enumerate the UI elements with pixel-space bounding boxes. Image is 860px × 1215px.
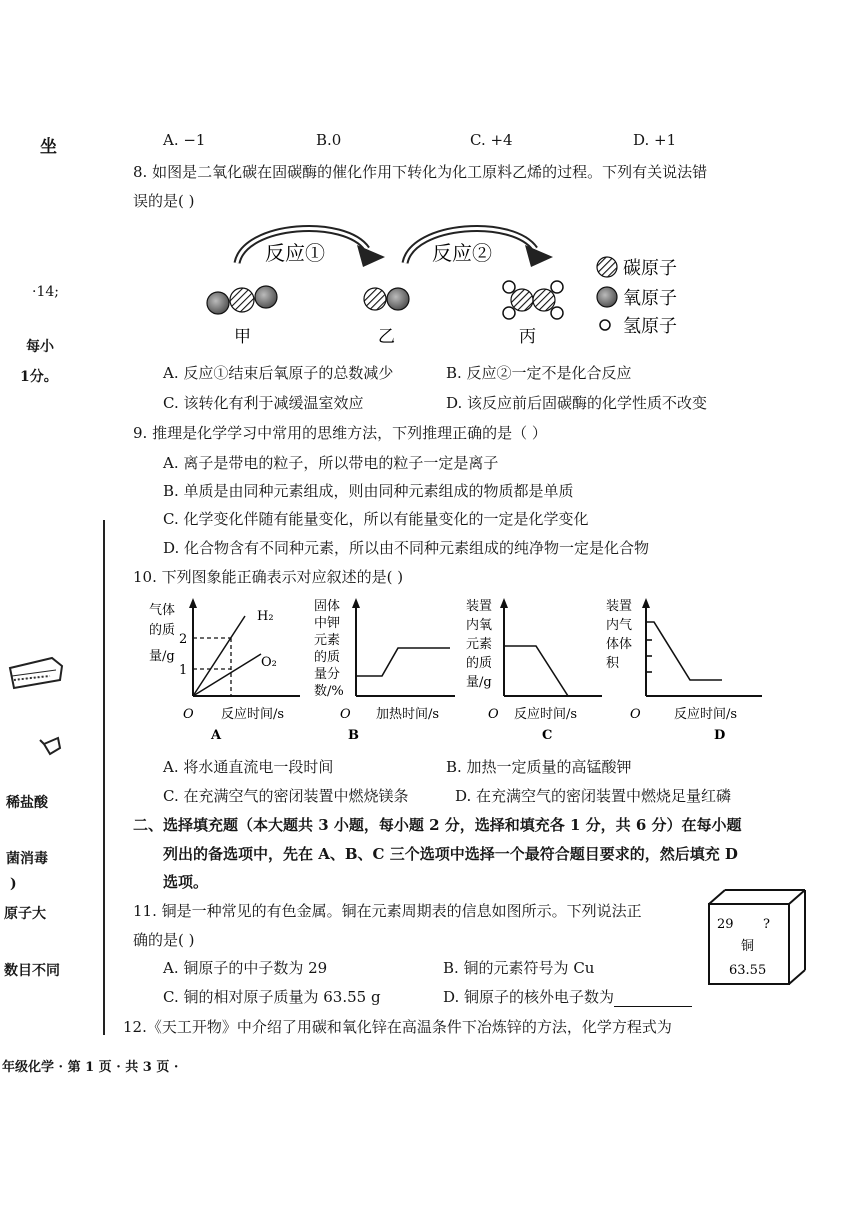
graph-d-ylabel: 体体 xyxy=(606,637,633,652)
q10-option-c: C. 在充满空气的密闭装置中燃烧镁条 xyxy=(163,787,409,805)
label-jia: 甲 xyxy=(234,327,251,347)
legend-hydrogen: 氢原子 xyxy=(623,316,677,337)
graph-b-ylabel: 量分 xyxy=(314,667,341,682)
margin-fragment: 每小 xyxy=(26,339,54,355)
q7-option-b: B.0 xyxy=(316,131,342,149)
margin-fragment: 原子大 xyxy=(4,906,46,922)
graph-d-letter: D xyxy=(714,728,726,743)
element-atomic-number: 29 xyxy=(717,917,734,932)
graph-c-origin: O xyxy=(488,707,499,722)
page-footer: 年级化学 · 第 1 页 · 共 3 页 · xyxy=(2,1060,179,1075)
graph-b-xlabel: 加热时间/s xyxy=(376,707,440,722)
graph-c-ylabel: 内氧 xyxy=(466,618,493,633)
q7-option-c: C. +4 xyxy=(470,131,513,149)
margin-fragment: ) xyxy=(10,876,17,892)
graph-c-ylabel: 的质 xyxy=(466,656,493,671)
graph-a-letter: A xyxy=(211,728,222,743)
graph-a-tick: 2 xyxy=(179,632,188,647)
graph-b-ylabel: 的质 xyxy=(314,650,341,665)
binding-margin-line xyxy=(103,520,105,1035)
graph-b xyxy=(310,596,470,746)
legend-carbon: 碳原子 xyxy=(623,258,677,279)
q10-option-b: B. 加热一定质量的高锰酸钾 xyxy=(446,758,632,776)
graph-a-ylabel: 气体 xyxy=(149,603,176,618)
q9-option-b: B. 单质是由同种元素组成，则由同种元素组成的物质都是单质 xyxy=(163,482,574,500)
q11-option-b: B. 铜的元素符号为 Cu xyxy=(443,959,595,977)
graph-a-xlabel: 反应时间/s xyxy=(221,707,285,722)
graph-d-ylabel: 内气 xyxy=(606,618,633,633)
q8-option-c: C. 该转化有利于减缓温室效应 xyxy=(163,394,364,412)
graph-c-ylabel: 元素 xyxy=(466,637,493,652)
q9-option-c: C. 化学变化伴随有能量变化，所以有能量变化的一定是化学变化 xyxy=(163,510,589,528)
q7-option-d: D. +1 xyxy=(633,131,677,149)
reaction1-label: 反应① xyxy=(265,241,325,265)
graph-c xyxy=(462,596,622,746)
graph-d xyxy=(602,596,777,746)
graph-b-origin: O xyxy=(340,707,351,722)
q8-option-a: A. 反应①结束后氧原子的总数减少 xyxy=(163,364,394,382)
label-bing: 丙 xyxy=(519,327,536,347)
label-yi: 乙 xyxy=(378,327,395,347)
graph-a-tick: 1 xyxy=(179,663,188,678)
q8-option-b: B. 反应②一定不是化合反应 xyxy=(446,364,632,382)
graph-a-ylabel: 量/g xyxy=(149,649,175,664)
graph-b-ylabel: 固体 xyxy=(314,599,341,614)
graph-a-h2-label: H₂ xyxy=(257,609,274,624)
element-name: 铜 xyxy=(741,939,755,954)
q11-option-c: C. 铜的相对原子质量为 63.55 g xyxy=(163,988,381,1006)
q11-option-d xyxy=(443,986,692,1007)
q11-stem-cont: 确的是( ) xyxy=(133,931,195,949)
legend-oxygen: 氧原子 xyxy=(623,288,677,309)
margin-fragment: 坐 xyxy=(40,137,57,157)
q8-reaction-diagram xyxy=(195,215,705,355)
q12-stem: 12.《天工开物》中介绍了用碳和氧化锌在高温条件下冶炼锌的方法，化学方程式为 xyxy=(123,1018,672,1036)
q11-option-a: A. 铜原子的中子数为 29 xyxy=(163,959,328,977)
reaction2-label: 反应② xyxy=(432,241,492,265)
graph-b-ylabel: 数/% xyxy=(314,684,344,699)
graph-a-origin: O xyxy=(183,707,194,722)
graph-a xyxy=(145,596,310,746)
margin-fragment: ·14; xyxy=(32,284,59,300)
margin-fragment: 1分。 xyxy=(20,369,58,385)
element-atomic-mass: 63.55 xyxy=(729,963,767,978)
margin-apparatus-drawing xyxy=(0,640,70,770)
q9-stem: 9. 推理是化学学习中常用的思维方法，下列推理正确的是（ ） xyxy=(133,424,547,442)
q8-option-d: D. 该反应前后固碳酶的化学性质不改变 xyxy=(446,394,708,412)
graph-a-o2-label: O₂ xyxy=(261,655,277,670)
graph-b-ylabel: 元素 xyxy=(314,633,341,648)
graph-b-letter: B xyxy=(348,728,359,743)
graph-d-ylabel: 装置 xyxy=(606,599,633,614)
q9-option-a: A. 离子是带电的粒子，所以带电的粒子一定是离子 xyxy=(163,454,499,472)
section2-heading: 二、选择填充题（本大题共 3 小题，每小题 2 分，选择和填充各 1 分，共 6 分）在每小题 xyxy=(133,816,742,834)
graph-c-ylabel: 量/g xyxy=(466,675,492,690)
graph-c-letter: C xyxy=(542,728,553,743)
answer-blank xyxy=(614,992,692,1007)
margin-fragment: 菌消毒 xyxy=(6,851,48,867)
graph-d-ylabel: 积 xyxy=(606,656,620,671)
copper-element-cell xyxy=(705,888,810,988)
graph-b-ylabel: 中钾 xyxy=(314,616,341,631)
graph-d-origin: O xyxy=(630,707,641,722)
margin-fragment: 数目不同 xyxy=(4,963,60,979)
q10-option-d: D. 在充满空气的密闭装置中燃烧足量红磷 xyxy=(455,787,732,805)
graph-d-xlabel: 反应时间/s xyxy=(674,707,738,722)
section2-instructions: 列出的备选项中，先在 A、B、C 三个选项中选择一个最符合题目要求的，然后填充 D xyxy=(163,845,738,863)
graph-c-xlabel: 反应时间/s xyxy=(514,707,578,722)
q10-option-a: A. 将水通直流电一段时间 xyxy=(163,758,334,776)
graph-a-ylabel: 的质 xyxy=(149,623,176,638)
q11-stem: 11. 铜是一种常见的有色金属。铜在元素周期表的信息如图所示。下列说法正 xyxy=(133,902,642,920)
q8-stem: 8. 如图是二氧化碳在固碳酶的催化作用下转化为化工原料乙烯的过程。下列有关说法错 xyxy=(133,163,708,181)
q7-option-a: A. −1 xyxy=(163,131,206,149)
q8-stem-cont: 误的是( ) xyxy=(133,192,195,210)
margin-fragment: 稀盐酸 xyxy=(6,795,48,811)
element-symbol: ? xyxy=(763,917,770,932)
q9-option-d: D. 化合物含有不同种元素，所以由不同种元素组成的纯净物一定是化合物 xyxy=(163,539,650,557)
section2-instructions-end: 选项。 xyxy=(163,873,209,891)
q10-stem: 10. 下列图象能正确表示对应叙述的是( ) xyxy=(133,568,404,586)
graph-c-ylabel: 装置 xyxy=(466,599,493,614)
q11-option-d-text: D. 铜原子的核外电子数为 xyxy=(443,988,615,1006)
